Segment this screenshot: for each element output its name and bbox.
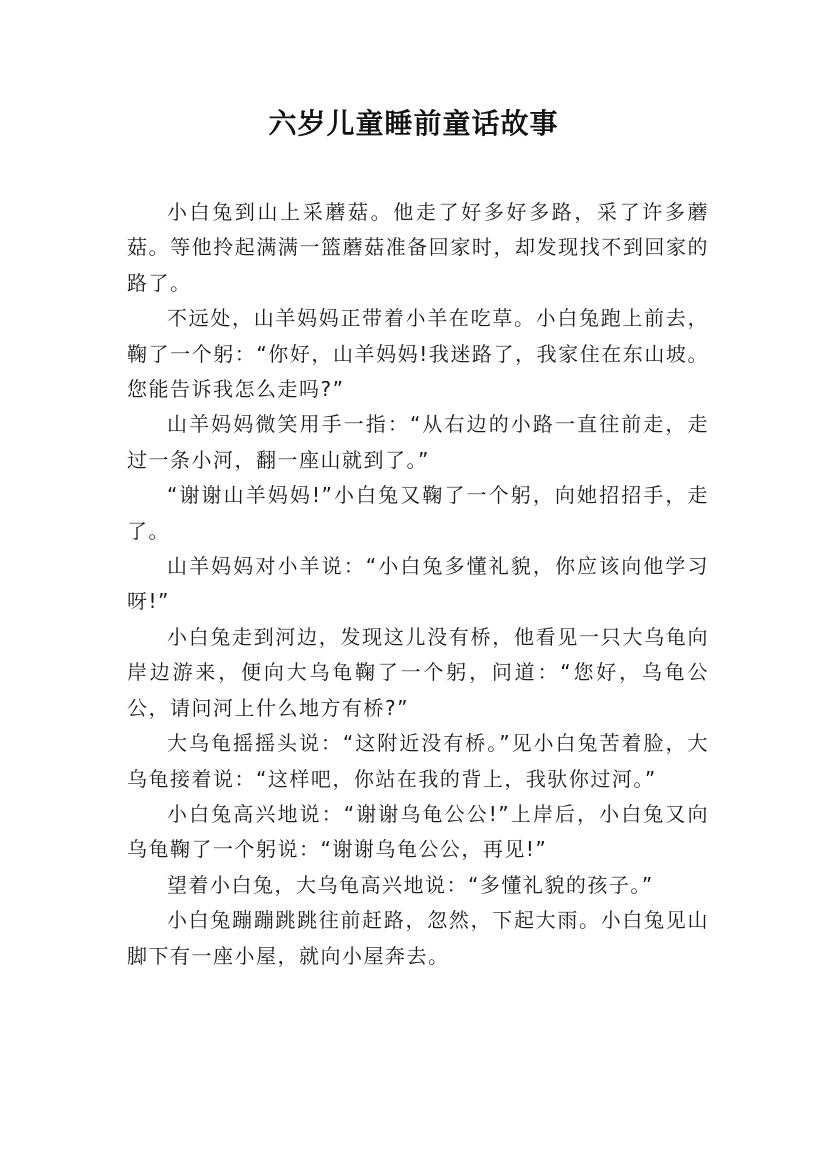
paragraph: “谢谢山羊妈妈!”小白兔又鞠了一个躬，向她招招手，走了。 bbox=[127, 483, 709, 543]
paragraph: 不远处，山羊妈妈正带着小羊在吃草。小白兔跑上前去，鞠了一个躬：“你好，山羊妈妈!我迷路了，我家住在东山坡。您能告诉我怎么走吗?” bbox=[127, 306, 709, 402]
story-body bbox=[127, 195, 709, 974]
paragraph: 小白兔高兴地说：“谢谢乌龟公公!”上岸后，小白兔又向乌龟鞠了一个躬说：“谢谢乌龟公公，再见!” bbox=[127, 801, 709, 862]
paragraph: 小白兔到山上采蘑菇。他走了好多好多路，采了许多蘑菇。等他拎起满满一篮蘑菇准备回家时，却发现找不到回家的路了。 bbox=[127, 200, 709, 295]
paragraph: 望着小白兔，大乌龟高兴地说：“多懂礼貌的孩子。” bbox=[167, 872, 654, 897]
document-title: 六岁儿童睡前童话故事 bbox=[268, 107, 559, 140]
paragraph: 山羊妈妈对小羊说：“小白兔多懂礼貌，你应该向他学习呀!” bbox=[127, 554, 709, 614]
paragraph: 大乌龟摇摇头说：“这附近没有桥。”见小白兔苦着脸，大乌龟接着说：“这样吧，你站在我的背上，我驮你过河。” bbox=[127, 731, 709, 791]
paragraph: 小白兔蹦蹦跳跳往前赶路，忽然，下起大雨。小白兔见山脚下有一座小屋，就向小屋奔去。 bbox=[127, 908, 709, 968]
paragraph: 小白兔走到河边，发现这儿没有桥，他看见一只大乌龟向岸边游来，便向大乌龟鞠了一个躬，问道：“您好，乌龟公公，请问河上什么地方有桥?” bbox=[127, 624, 709, 720]
paragraph: 山羊妈妈微笑用手一指：“从右边的小路一直往前走，走过一条小河，翻一座山就到了。” bbox=[127, 412, 709, 472]
